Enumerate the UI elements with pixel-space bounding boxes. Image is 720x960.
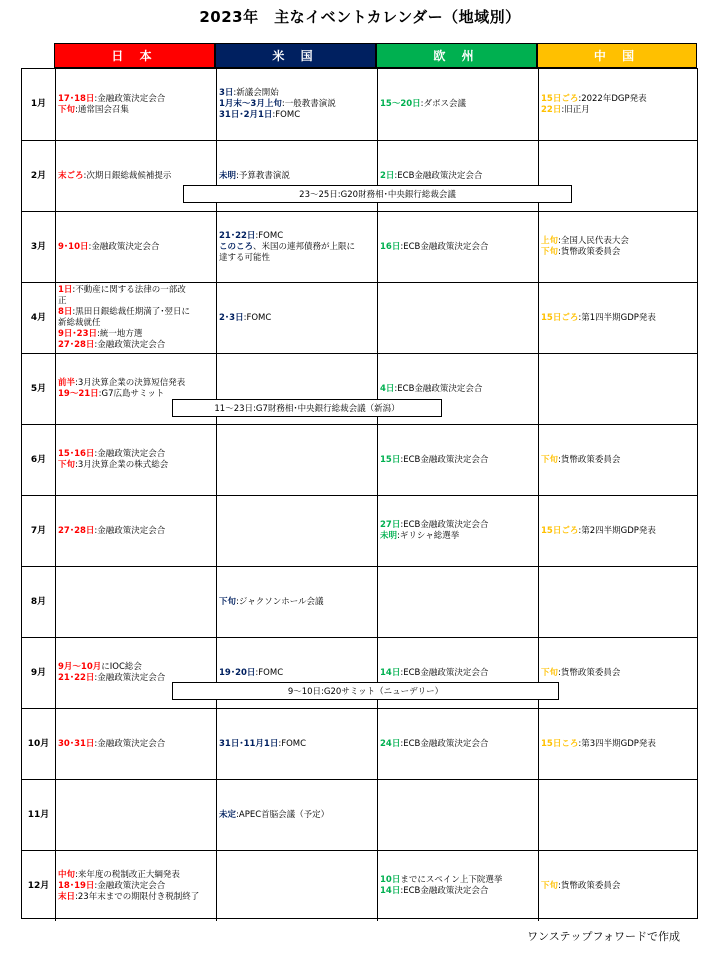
event-date: 3日: [219, 88, 234, 98]
event-text: :金融政策決定会合: [94, 93, 166, 104]
event-item: [219, 231, 375, 242]
event-text: :FOMC: [278, 738, 307, 749]
event-date: 下旬: [58, 460, 76, 470]
event-text: :来年度の税制改正大綱発表: [75, 869, 180, 880]
event-item: [541, 313, 695, 324]
event-date: 14日: [380, 667, 401, 678]
event-date: 21･22日: [219, 230, 256, 241]
event-date: 8日: [58, 307, 73, 317]
event-text: :金融政策決定会合: [94, 673, 166, 683]
event-cell-usa: [216, 212, 377, 282]
event-date: 未定: [219, 809, 237, 820]
event-date: 下旬: [541, 880, 559, 891]
region-header-china: 中 国: [537, 43, 697, 68]
event-text: :貨幣政策委員会: [558, 667, 621, 678]
month-label: 1月: [30, 99, 47, 109]
month-row: [22, 566, 697, 637]
event-text: :黒田日銀総裁任期満了･翌日に: [72, 307, 191, 317]
event-item: [58, 296, 214, 307]
event-cell-japan: [55, 709, 216, 779]
event-cell-europe: [377, 567, 538, 637]
event-date: 19～21日: [58, 389, 99, 399]
event-item: [58, 171, 214, 182]
event-date: 末日: [58, 891, 76, 902]
event-text: :貨幣政策委員会: [558, 454, 621, 465]
event-text: :23年末までの期限付き税制終了: [75, 891, 200, 902]
event-item: [58, 318, 214, 329]
event-date: 前半: [58, 378, 76, 388]
page-title: 2023年 主なイベントカレンダー（地域別）: [199, 8, 521, 26]
event-date: 30･31日: [58, 738, 95, 749]
event-date: 15日: [380, 454, 401, 465]
region-header-japan: 日 本: [54, 43, 215, 68]
event-cell-europe: [377, 212, 538, 282]
footer-credit: ワンステップフォワードで作成: [527, 930, 680, 943]
event-cell-japan: [55, 780, 216, 850]
event-cell-china: [538, 851, 697, 921]
event-cell-china: [538, 709, 697, 779]
event-text: :通常国会召集: [75, 104, 129, 115]
month-row: [22, 850, 697, 921]
event-item: [58, 105, 214, 116]
event-item: [541, 105, 695, 116]
event-item: [219, 99, 375, 110]
event-text: 、米国の連邦債務が上限に: [253, 241, 356, 252]
event-cell-europe: [377, 851, 538, 921]
event-text: :ECB金融政策決定会合: [394, 383, 483, 394]
event-cell-china: [538, 425, 697, 495]
event-text: 正: [58, 296, 67, 306]
event-date: 末ごろ: [58, 170, 84, 181]
event-cell-europe: [377, 283, 538, 353]
event-date: 19･20日: [219, 667, 256, 678]
event-cell-usa: [216, 425, 377, 495]
event-item: [58, 307, 214, 318]
event-date: 下旬: [541, 667, 559, 678]
event-date: 1日: [58, 285, 73, 295]
event-item: [541, 94, 695, 105]
month-row: [22, 211, 697, 282]
event-text: :APEC首脳会議（予定）: [236, 809, 330, 820]
event-item: [58, 329, 214, 340]
event-text: :金融政策決定会合: [88, 241, 160, 252]
month-label: 8月: [30, 596, 47, 607]
event-text: :次期日銀総裁候補提示: [83, 170, 172, 181]
event-text: :金融政策決定会合: [94, 880, 166, 891]
event-cell-japan: [55, 69, 216, 140]
event-cell-china: [538, 212, 697, 282]
month-label: 12月: [27, 880, 50, 891]
event-cell-usa: [216, 709, 377, 779]
event-date: 15日ごろ: [541, 312, 579, 323]
event-text: :ECB金融政策決定会合: [400, 886, 489, 896]
event-cell-europe: [377, 709, 538, 779]
event-text: :新議会開始: [233, 88, 279, 98]
event-item: [58, 526, 214, 537]
event-banner-g20-finance: 23～25日:G20財務相･中央銀行総裁会議: [183, 185, 572, 203]
event-item: [219, 313, 375, 324]
event-text: 新総裁就任: [58, 318, 101, 328]
event-item: [541, 526, 695, 537]
event-cell-europe: [377, 425, 538, 495]
event-cell-usa: [216, 851, 377, 921]
event-date: 下旬: [219, 596, 237, 607]
event-cell-europe: [377, 780, 538, 850]
event-item: [58, 662, 214, 673]
event-date: 10日: [380, 875, 401, 885]
event-date: 21･22日: [58, 673, 95, 683]
event-date: 4日: [380, 383, 395, 394]
event-cell-japan: [55, 567, 216, 637]
event-date: 9月～10月: [58, 662, 102, 672]
event-date: 15日ごろ: [541, 93, 579, 104]
event-text: :第2四半期GDP発表: [578, 525, 656, 536]
event-cell-europe: [377, 69, 538, 140]
event-item: [219, 242, 375, 253]
event-text: :金融政策決定会合: [94, 340, 166, 350]
event-date: 27日: [380, 520, 401, 530]
event-cell-china: [538, 283, 697, 353]
month-label: 9月: [30, 667, 47, 678]
event-date: 22日: [541, 104, 562, 115]
event-date: 15･16日: [58, 449, 95, 459]
event-date: 31日･2月1日: [219, 110, 273, 120]
event-cell-europe: [377, 496, 538, 566]
event-item: [380, 242, 536, 253]
event-text: :全国人民代表大会: [558, 236, 629, 246]
event-item: [380, 171, 536, 182]
region-header-europe: 欧 州: [376, 43, 537, 68]
event-date: 中旬: [58, 869, 76, 880]
event-item: [380, 384, 536, 395]
event-text: :金融政策決定会合: [94, 525, 166, 536]
event-item: [541, 247, 695, 258]
event-date: 2日: [380, 170, 395, 181]
event-item: [219, 668, 375, 679]
event-text: :旧正月: [561, 104, 590, 115]
month-label: 7月: [30, 525, 47, 536]
event-date: 下旬: [541, 247, 559, 257]
event-item: [58, 449, 214, 460]
month-label: 2月: [30, 170, 47, 181]
month-label: 10月: [27, 738, 50, 749]
event-item: [58, 242, 214, 253]
event-date: 16日: [380, 241, 401, 252]
event-date: 下旬: [58, 104, 76, 115]
event-cell-china: [538, 496, 697, 566]
event-date: 15日ころ: [541, 738, 579, 749]
event-text: :FOMC: [243, 312, 272, 323]
event-cell-usa: [216, 780, 377, 850]
event-item: [219, 171, 375, 182]
month-row: [22, 282, 697, 353]
event-text: :FOMC: [272, 110, 301, 120]
event-item: [380, 886, 536, 897]
event-item: [58, 881, 214, 892]
event-cell-japan: [55, 425, 216, 495]
event-item: [58, 870, 214, 881]
event-item: [380, 531, 536, 542]
event-item: [219, 597, 375, 608]
event-item: [219, 810, 375, 821]
event-cell-japan: [55, 851, 216, 921]
event-cell-japan: [55, 496, 216, 566]
event-text: :第3四半期GDP発表: [578, 738, 656, 749]
event-cell-china: [538, 69, 697, 140]
month-row: [22, 424, 697, 495]
event-item: [58, 340, 214, 351]
event-date: 18･19日: [58, 880, 95, 891]
event-item: [58, 378, 214, 389]
month-row: [22, 779, 697, 850]
event-date: 9･10日: [58, 241, 89, 252]
event-text: :3月決算企業の決算短信発表: [75, 378, 186, 388]
event-item: [219, 739, 375, 750]
event-text: :ECB金融政策決定会合: [400, 667, 489, 678]
event-text: :ジャクソンホール会議: [236, 596, 324, 607]
event-text: :3月決算企業の株式総会: [75, 460, 169, 470]
event-item: [380, 875, 536, 886]
event-item: [58, 460, 214, 471]
event-date: 31日･11月1日: [219, 738, 279, 749]
event-cell-japan: [55, 283, 216, 353]
event-text: :ECB金融政策決定会合: [400, 520, 489, 530]
event-text: :ECB金融政策決定会合: [400, 738, 489, 749]
event-text: :金融政策決定会合: [94, 449, 166, 459]
event-item: [541, 236, 695, 247]
event-text: :2022年DGP発表: [578, 93, 647, 104]
event-date: 9日･23日: [58, 329, 97, 339]
event-date: 下旬: [541, 454, 559, 465]
event-text: :ギリシャ総選挙: [397, 531, 460, 541]
event-item: [541, 881, 695, 892]
event-text: :金融政策決定会合: [94, 738, 166, 749]
event-text: :ECB金融政策決定会合: [400, 241, 489, 252]
event-banner-g20-summit: 9～10日:G20サミット（ニューデリー）: [172, 682, 559, 700]
event-text: :統一地方選: [97, 329, 143, 339]
month-row: [22, 708, 697, 779]
event-item: [58, 892, 214, 903]
event-banner-g7-finance: 11～23日:G7財務相･中央銀行総裁会議（新潟）: [172, 399, 442, 417]
event-cell-usa: [216, 283, 377, 353]
event-item: [380, 455, 536, 466]
month-label: 11月: [27, 809, 50, 820]
event-cell-china: [538, 780, 697, 850]
event-text: :ECB金融政策決定会合: [394, 170, 483, 181]
event-date: 15～20日: [380, 99, 421, 109]
event-cell-japan: [55, 212, 216, 282]
event-item: [380, 520, 536, 531]
month-label: 4月: [30, 312, 47, 323]
event-text: :予算教書演説: [236, 170, 290, 181]
event-item: [380, 668, 536, 679]
event-date: 27･28日: [58, 525, 95, 536]
event-item: [380, 99, 536, 110]
event-item: [58, 285, 214, 296]
event-item: [58, 94, 214, 105]
event-text: までにスペイン上下院選挙: [400, 875, 503, 885]
event-text: :一般教書演説: [281, 99, 336, 109]
event-item: [541, 739, 695, 750]
event-item: [219, 88, 375, 99]
event-text: にIOC総会: [101, 662, 142, 672]
event-cell-china: [538, 638, 697, 708]
event-item: [380, 739, 536, 750]
event-text: 達する可能性: [219, 252, 271, 263]
month-label: 6月: [30, 454, 47, 465]
event-text: :G7広島サミット: [98, 389, 165, 399]
event-text: :貨幣政策委員会: [558, 247, 621, 257]
event-text: :ダボス会議: [420, 99, 467, 109]
event-text: :貨幣政策委員会: [558, 880, 621, 891]
event-date: 未明: [219, 170, 237, 181]
month-label: 5月: [30, 383, 47, 394]
event-text: :不動産に関する法律の一部改: [72, 285, 186, 295]
month-label: 3月: [30, 241, 47, 252]
event-date: 1月末～3月上旬: [219, 99, 282, 109]
month-row: [22, 69, 697, 140]
event-item: [541, 668, 695, 679]
event-date: 14日: [380, 886, 401, 896]
event-cell-china: [538, 354, 697, 424]
event-date: 上旬: [541, 236, 559, 246]
region-header-usa: 米 国: [215, 43, 376, 68]
event-cell-usa: [216, 567, 377, 637]
event-date: 未明: [380, 531, 398, 541]
event-date: 15日ごろ: [541, 525, 579, 536]
event-date: 27･28日: [58, 340, 95, 350]
event-text: :FOMC: [255, 667, 284, 678]
event-cell-usa: [216, 496, 377, 566]
event-item: [219, 253, 375, 264]
month-row: [22, 495, 697, 566]
event-date: このころ: [219, 241, 254, 252]
event-item: [219, 110, 375, 121]
event-date: 24日: [380, 738, 401, 749]
event-date: 17･18日: [58, 93, 95, 104]
event-text: :FOMC: [255, 230, 284, 241]
event-cell-china: [538, 567, 697, 637]
event-cell-usa: [216, 69, 377, 140]
event-item: [541, 455, 695, 466]
event-text: :第1四半期GDP発表: [578, 312, 656, 323]
event-item: [58, 739, 214, 750]
event-date: 2･3日: [219, 312, 244, 323]
event-text: :ECB金融政策決定会合: [400, 454, 489, 465]
